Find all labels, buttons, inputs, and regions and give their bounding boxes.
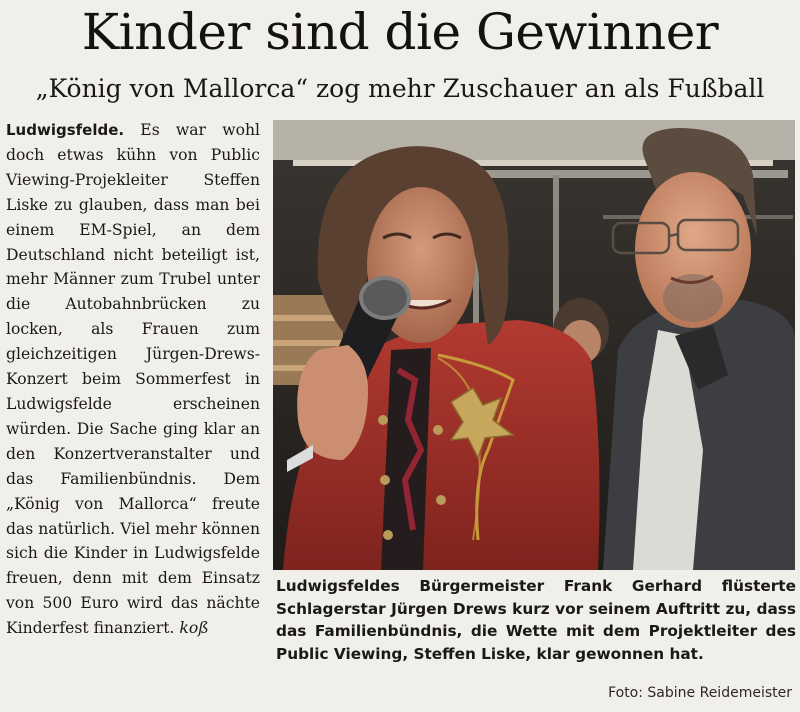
headline: Kinder sind die Gewinner <box>81 3 719 61</box>
photo-illustration <box>273 120 795 570</box>
photo-credit: Foto: Sabine Reidemeister <box>608 685 792 701</box>
subheadline: „König von Mallorca“ zog mehr Zuschauer an als Fußball <box>35 74 765 103</box>
article-body <box>6 118 260 641</box>
article-text: Es war wohl doch etwas kühn von Public Viewing-Projekleiter Steffen Liske zu glauben, dass man bei einem EM-Spiel, an dem Deutschland nicht beteiligt ist, mehr Männer zum Trubel unter die Autobahnbrücken zu locken, als Frauen zum gleichzeitigen Jürgen-Drews-Konzert beim Sommerfest in Ludwigsfelde erscheinen würden. Die Sache ging klar an den Konzertveranstalter und das Familienbündnis. Dem „König von Mallorca“ freute das natürlich. Viel mehr können sich die Kinder in Ludwigsfelde freuen, denn mit dem Einsatz von 500 Euro wird das nächte Kinderfest finanziert. <box>6 121 260 638</box>
dateline: Ludwigsfelde. <box>6 121 125 139</box>
photo-caption: Ludwigsfeldes Bürgermeister Frank Gerhard flüsterte Schlagerstar Jürgen Drews kurz vor seinem Auftritt zu, dass das Familienbündnis, die Wette mit dem Projektleiter des Public Viewing, Steffen Liske, klar gewonnen hat. <box>276 577 796 663</box>
author-initials: koß <box>179 619 209 638</box>
news-photo <box>273 120 795 570</box>
